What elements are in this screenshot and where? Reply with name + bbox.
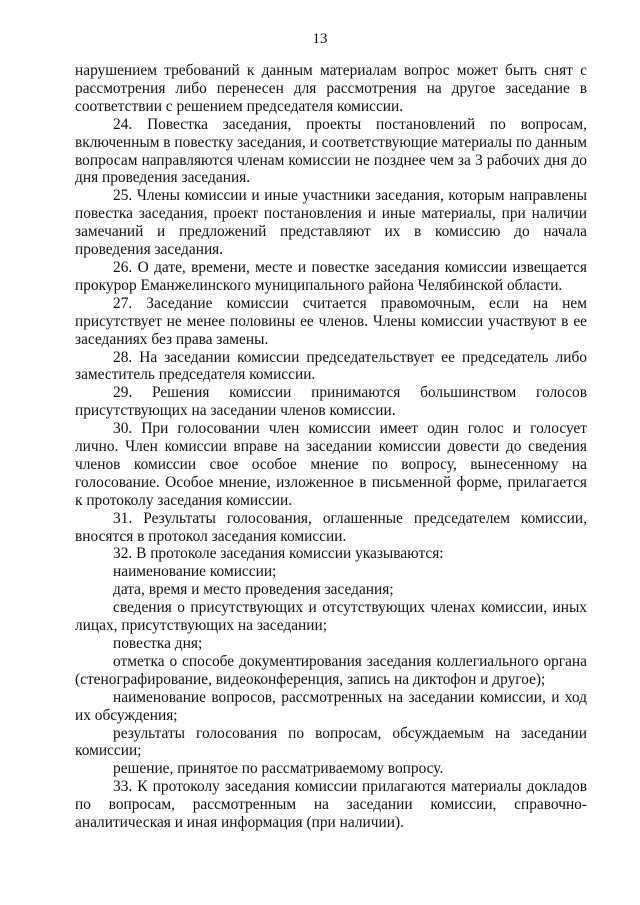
paragraph-32: 32. В протоколе заседания комиссии указываются: xyxy=(113,545,444,563)
protocol-item: повестка дня; xyxy=(113,635,203,652)
paragraph-33: 33. К протоколу заседания комиссии прилагаются материалы докладов по вопросам, рассмотренным на заседании комиссии, справочно-аналитическая и иная информация (при наличии). xyxy=(75,778,587,832)
protocol-item: решение, принятое по рассматриваемому вопросу. xyxy=(113,760,444,778)
paragraph-31: 31. Результаты голосования, оглашенные председателем комиссии, вносятся в протокол заседания комиссии. xyxy=(75,509,587,545)
paragraph-24: 24. Повестка заседания, проекты постановлений по вопросам, включенным в повестку заседания, и соответствующие материалы по данным вопросам направляются членам комиссии не позднее чем за 3 рабочих дня до дня проведения заседания. xyxy=(75,115,587,187)
paragraph-29: 29. Решения комиссии принимаются большинством голосов присутствующих на заседании членов комиссии. xyxy=(75,384,587,420)
protocol-item: сведения о присутствующих и отсутствующих членах комиссии, иных лицах, присутствующих на заседании; xyxy=(75,599,587,635)
paragraph-27: 27. Заседание комиссии считается правомочным, если на нем присутствует не менее половины ее членов. Члены комиссии участвуют в ее заседаниях без права замены. xyxy=(75,294,587,348)
paragraph-28: 28. На заседании комиссии председательствует ее председатель либо заместитель председателя комиссии. xyxy=(75,348,587,384)
protocol-item: отметка о способе документирования заседания коллегиального органа (стенографирование, видеоконференция, запись на диктофон и другое); xyxy=(75,652,587,688)
paragraph-25: 25. Члены комиссии и иные участники заседания, которым направлены повестка заседания, проект постановления и иные материалы, при наличии замечаний и предложений представляют их в комиссию до начала проведения заседания. xyxy=(75,187,587,259)
protocol-item: дата, время и место проведения заседания; xyxy=(113,581,394,599)
paragraph-26: 26. О дате, времени, месте и повестке заседания комиссии извещается прокурор Еманжелинского муниципального района Челябинской области. xyxy=(75,258,587,294)
paragraph-30: 30. При голосовании член комиссии имеет один голос и голосует лично. Член комиссии вправе на заседании комиссии довести до сведения членов комиссии свое особое мнение по вопросу, вынесенному на голосование. Особое мнение, изложенное в письменной форме, прилагается к протоколу заседания комиссии. xyxy=(75,420,587,509)
protocol-item: наименование комиссии; xyxy=(113,563,277,581)
paragraph-continuation: нарушением требований к данным материалам вопрос может быть снят с рассмотрения либо перенесен для рассмотрения на другое заседание в соответствии с решением председателя комиссии. xyxy=(75,62,587,115)
protocol-item: результаты голосования по вопросам, обсуждаемым на заседании комиссии; xyxy=(75,724,587,760)
protocol-item: наименование вопросов, рассмотренных на заседании комиссии, и ход их обсуждения; xyxy=(75,688,587,724)
page-number: 13 xyxy=(312,31,328,47)
document-body xyxy=(75,62,587,832)
